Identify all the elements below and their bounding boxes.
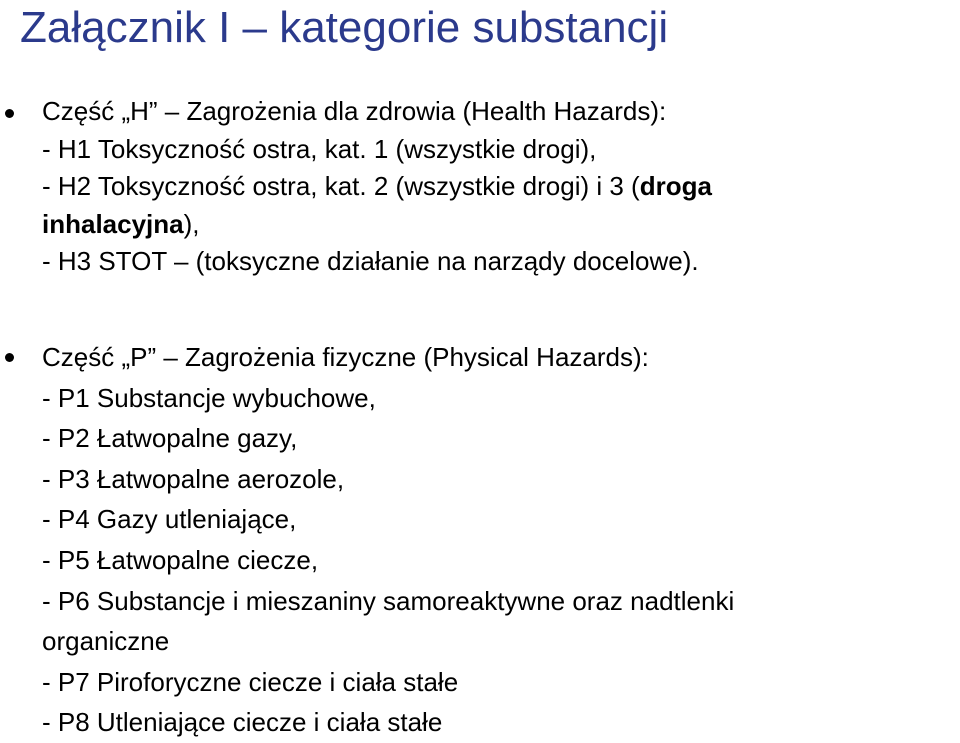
hazard-p7: - P7 Piroforyczne ciecze i ciała stałe [42, 666, 459, 697]
hazard-p6-continued: organiczne [42, 626, 170, 657]
hazard-h2-prefix: - H2 Toksyczność ostra, kat. 2 (wszystkie drogi) i 3 ( [42, 171, 640, 202]
hazard-h3: - H3 STOT – (toksyczne działanie na narządy docelowe). [42, 246, 699, 277]
hazard-p5: - P5 Łatwopalne ciecze, [42, 544, 319, 575]
hazard-p4: - P4 Gazy utleniające, [42, 504, 297, 535]
hazard-p2: - P2 Łatwopalne gazy, [42, 423, 298, 454]
hazard-h2-bold-inhalacyjna: inhalacyjna [42, 208, 184, 239]
hazard-p8: - P8 Utleniające ciecze i ciała stałe [42, 707, 443, 738]
hazard-h2-bold-droga: droga [639, 171, 712, 202]
hazard-p1: - P1 Substancje wybuchowe, [42, 382, 376, 413]
physical-hazards-text [42, 337, 960, 743]
bullet-icon [5, 109, 14, 118]
physical-hazards-heading: Część „P” – Zagrożenia fizyczne (Physical Hazards): [42, 342, 649, 372]
hazard-h1: - H1 Toksyczność ostra, kat. 1 (wszystkie drogi), [42, 133, 597, 164]
hazard-p3: - P3 Łatwopalne aerozole, [42, 463, 345, 494]
hazard-h2 [42, 168, 960, 206]
hazard-h2-continued [42, 206, 960, 244]
hazard-p6: - P6 Substancje i mieszaniny samoreaktywne oraz nadtlenki [42, 585, 735, 616]
bullet-icon [5, 353, 14, 362]
health-hazards-heading: Część „H” – Zagrożenia dla zdrowia (Health Hazards): [42, 96, 667, 126]
page-title: Załącznik I – kategorie substancji [20, 3, 669, 52]
hazard-h2-suffix: ), [183, 208, 200, 239]
health-hazards-text [42, 93, 960, 281]
